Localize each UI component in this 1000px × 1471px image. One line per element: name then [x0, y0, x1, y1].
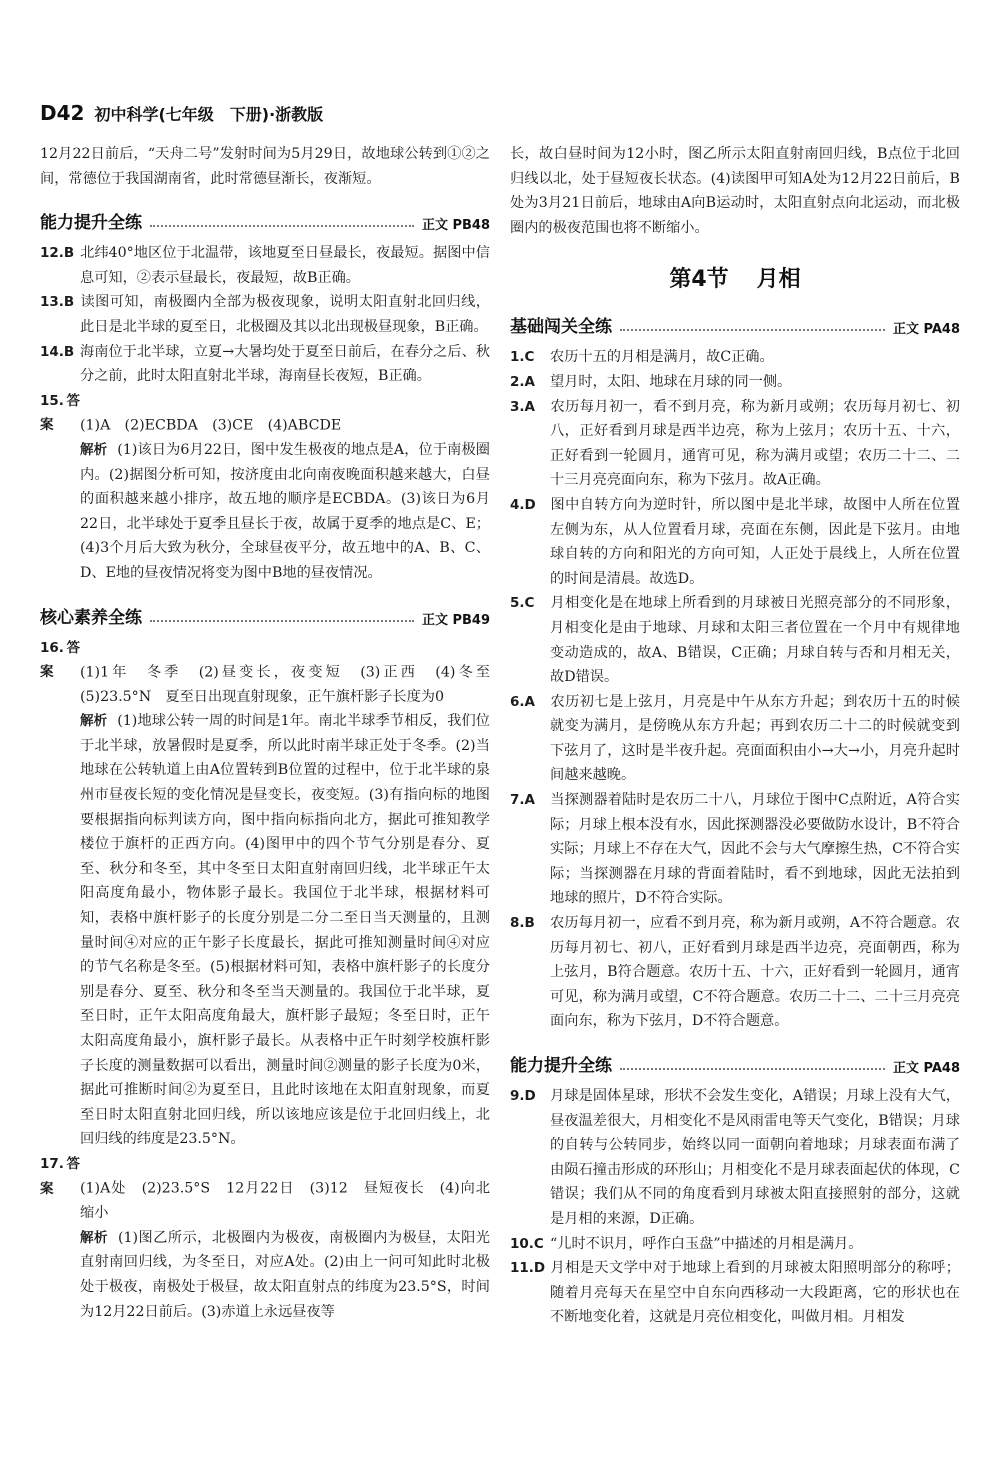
item-number: 6.A — [510, 693, 535, 710]
dotted-leader — [150, 225, 414, 227]
answer-item — [40, 241, 490, 290]
item-number: 3.A — [510, 398, 535, 415]
answer-item — [510, 395, 960, 493]
answer-item — [40, 389, 490, 438]
answer-item — [510, 1232, 960, 1257]
analysis-text: (1)地球公转一周的时间是1年。南北半球季节相反，我们位于北半球，放暑假时是夏季，所以此时南半球正处于冬季。(2)当地球在公转轨道上由A位置转到B位置的过程中，位于北半球的泉州市昼夜长短的变化情况是昼变长，夜变短。(3)有指向标的地图要根据指向标判读方向，图中指向标指向北方，据此可推知教学楼位于旗杆的正西方向。(4)图甲中的四个节气分别是春分、夏至、秋分和冬至，其中冬至日太阳直射南回归线，北半球正午太阳高度角最小，物体影子最长。我国位于北半球，根据材料可知，表格中旗杆影子的长度分别是二分二至日当天测量的，且测量时间④对应的正午影子长度最长，据此可推知测量时间④对应的节气名称是冬至。(5)根据材料可知，表格中旗杆影子的长度分别是春分、夏至、秋分和冬至当天测量的。我国位于北半球，夏至日时，正午太阳高度角最大，旗杆影子最短；冬至日时，正午太阳高度角最小，旗杆影子最长。从表格中正午时刻学校旗杆影子长度的测量数据可以看出，测量时间②测量的影子长度为0米，据此可推断时间②为夏至日，且此时该地在太阳直射现象，而夏至日时太阳直射北回归线，所以该地应该是位于北回归线上，北回归线的纬度是23.5°N。 — [80, 713, 490, 1148]
analysis-block — [40, 1226, 490, 1324]
section-title: 基础闯关全练 — [510, 317, 612, 338]
lesson-name: 月相 — [756, 267, 801, 293]
answer-item — [510, 345, 960, 370]
item-number: 13.B — [40, 294, 75, 311]
page-header — [40, 98, 323, 128]
item-text: 月相变化是在地球上所看到的月球被日光照亮部分的不同形象，月相变化是由于地球、月球和太阳三者位置在一个月中有规律地变动造成的，故A、B错误，C正确；月球自转与否和月相无关，故D错误。 — [550, 595, 960, 686]
item-number: 8.B — [510, 915, 535, 932]
item-number: 2.A — [510, 373, 535, 390]
analysis-label: 解析 — [80, 1229, 108, 1246]
item-text: “儿时不识月，呼作白玉盘”中描述的月相是满月。 — [550, 1235, 863, 1252]
item-text: 农历每月初一，应看不到月亮，称为新月或朔，A不符合题意。农历每月初七、初八，正好看到月球是西半边亮，亮面朝西，称为上弦月，B符合题意。农历十五、十六，正好看到一轮圆月，通宵可见，称为满月或望，C不符合题意。农历二十二、二十三月亮亮面向东，称为下弦月，D不符合题意。 — [550, 915, 960, 1030]
answer-item — [40, 1152, 505, 1226]
lesson-number: 第4节 — [669, 267, 729, 293]
dotted-leader — [620, 329, 885, 331]
item-number: 10.C — [510, 1235, 544, 1252]
answer-item — [510, 788, 960, 911]
item-text: 望月时，太阳、地球在月球的同一侧。 — [550, 373, 792, 390]
section-page-ref: 正文 PB49 — [421, 612, 490, 628]
item-answer: (1)A (2)ECBDA (3)CE (4)ABCDE — [80, 417, 342, 434]
section-page-ref: 正文 PA48 — [892, 1061, 960, 1076]
answer-item — [40, 290, 490, 339]
item-number: 14.B — [40, 343, 75, 360]
item-text: 月球是固体星球，形状不会发生变化，A错误；月球上没有大气，昼夜温差很大，月相变化不是风雨雷电等天气变化，B错误；月球的自转与公转同步，始终以同一面朝向着地球；月球表面布满了由陨石撞击形成的环形山；月相变化不是月球表面起伏的体现，C错误；我们从不同的角度看到月球被太阳直接照射的部分，这就是月相的来源，D正确。 — [550, 1088, 960, 1227]
dotted-leader — [620, 1068, 885, 1070]
section-page-ref: 正文 PA48 — [892, 322, 960, 338]
item-text: 月相是天文学中对于地球上看到的月球被太阳照明部分的称呼；随着月亮每天在星空中自东向西移动一大段距离，它的形状也在不断地变化着，这就是月亮位相变化，叫做月相。月相发 — [550, 1260, 960, 1326]
item-answer: (1)A处 (2)23.5°S 12月22日 (3)12 昼短夜长 (4)向北 缩小 — [80, 1180, 505, 1222]
answer-item — [510, 370, 960, 395]
item-number: 16.答案 — [40, 639, 80, 681]
item-number: 11.D — [510, 1260, 546, 1277]
analysis-text: (1)图乙所示，北极圈内为极夜，南极圈内为极昼，太阳光直射南回归线，为冬至日，对应A处。(2)由上一问可知此时北极处于极夜，南极处于极昼，故太阳直射点的纬度为23.5°S，时间为12月22日前后。(3)赤道上永远昼夜等 — [80, 1229, 490, 1320]
section-title: 能力提升全练 — [40, 213, 142, 234]
item-number: 12.B — [40, 245, 75, 262]
answer-item — [510, 1256, 960, 1330]
continued-paragraph: 长，故白昼时间为12小时，图乙所示太阳直射南回归线，B点位于北回归线以北，处于昼短夜长状态。(4)读图甲可知A处为12月22日前后，B处为3月21日前后，地球由A向B运动时，太阳直射点向北运动，而北极圈内的极夜范围也将不断缩小。 — [510, 146, 960, 236]
item-number: 7.A — [510, 792, 535, 809]
analysis-block — [40, 438, 490, 586]
item-answer: (1)1年 冬季 (2)昼变长，夜变短 (3)正西 (4)冬至 (5)23.5°N 夏至日出现直射现象，正午旗杆影子长度为0 — [80, 664, 505, 705]
page-number: D42 — [40, 101, 85, 125]
answer-item — [510, 493, 960, 591]
section-heading — [510, 1046, 960, 1076]
analysis-block — [40, 709, 490, 1152]
item-number: 1.C — [510, 349, 535, 366]
item-number: 17.答案 — [40, 1155, 80, 1197]
item-text: 农历每月初一，看不到月亮，称为新月或朔；农历每月初七、初八，正好看到月球是西半边亮，称为上弦月；农历十五、十六，正好看到一轮圆月，通宵可见，称为满月或望；农历二十二、二十三月亮亮面向东，称为下弦月。故A正确。 — [550, 398, 960, 489]
item-text: 海南位于北半球，立夏→大暑均处于夏至日前后，在春分之后、秋分之前，此时太阳直射北半球，海南昼长夜短，B正确。 — [80, 343, 490, 385]
answer-item — [510, 591, 960, 689]
left-column — [40, 142, 505, 1324]
answer-item — [510, 690, 960, 788]
answer-item — [40, 636, 505, 710]
item-text: 农历十五的月相是满月，故C正确。 — [550, 349, 774, 366]
section-page-ref: 正文 PB48 — [421, 218, 490, 234]
analysis-label: 解析 — [80, 441, 108, 458]
section-heading — [40, 203, 490, 233]
item-number: 9.D — [510, 1088, 536, 1104]
section-title: 能力提升全练 — [510, 1056, 612, 1076]
section-title: 核心素养全练 — [40, 607, 142, 628]
dotted-leader — [150, 620, 414, 622]
section-heading — [510, 307, 960, 337]
section-heading — [40, 598, 490, 628]
book-title: 初中科学(七年级 下册)·浙教版 — [94, 104, 324, 124]
item-text: 图中自转方向为逆时针，所以图中是北半球，故图中人所在位置左侧为东，从人位置看月球，亮面在东侧，因此是下弦月。由地球自转的方向和阳光的方向可知，人正处于晨线上，人所在位置的时间是清晨。故选D。 — [550, 496, 960, 587]
item-text: 当探测器着陆时是农历二十八，月球位于图中C点附近，A符合实际；月球上根本没有水，因此探测器没必要做防水设计，B不符合实际；月球上不存在大气，因此不会与大气摩擦生热，C不符合实际；当探测器在月球的背面着陆时，看不到地球，因此无法拍到地球的照片，D不符合实际。 — [550, 792, 960, 907]
intro-paragraph: 12月22日前后，“天舟二号”发射时间为5月29日，故地球公转到①②之间，常德位于我国湖南省，此时常德昼渐长，夜渐短。 — [40, 146, 490, 187]
analysis-label: 解析 — [80, 713, 108, 730]
answer-item — [40, 340, 490, 389]
item-number: 4.D — [510, 496, 536, 513]
item-number: 15.答案 — [40, 392, 80, 434]
item-text: 北纬40°地区位于北温带，该地夏至日昼最长，夜最短。据图中信息可知，②表示昼最长，夜最短，故B正确。 — [80, 245, 490, 286]
answer-item — [510, 911, 960, 1034]
lesson-title — [510, 262, 960, 293]
item-text: 读图可知，南极圈内全部为极夜现象，说明太阳直射北回归线，此日是北半球的夏至日，北极圈及其以北出现极昼现象，B正确。 — [80, 294, 490, 335]
answer-item — [510, 1084, 960, 1232]
right-column — [510, 142, 960, 1330]
item-text: 农历初七是上弦月，月亮是中午从东方升起；到农历十五的时候就变为满月，是傍晚从东方升起；再到农历二十二的时候就变到下弦月了，这时是半夜升起。亮面面积由小→大→小，月亮升起时间越来越晚。 — [550, 693, 960, 784]
analysis-text: (1)该日为6月22日，图中发生极夜的地点是A，位于南极圈内。(2)据图分析可知，按济度由北向南夜晚面积越来越大，白昼的面积越来越小排序，故五地的顺序是ECBDA。(3)该日为6月22日，北半球处于夏季且昼长于夜，故属于夏季的地点是C、E；(4)3个月后大致为秋分，全球昼夜平分，故五地中的A、B、C、D、E地的昼夜情况将变为图中B地的昼夜情况。 — [80, 441, 490, 581]
item-number: 5.C — [510, 595, 535, 612]
